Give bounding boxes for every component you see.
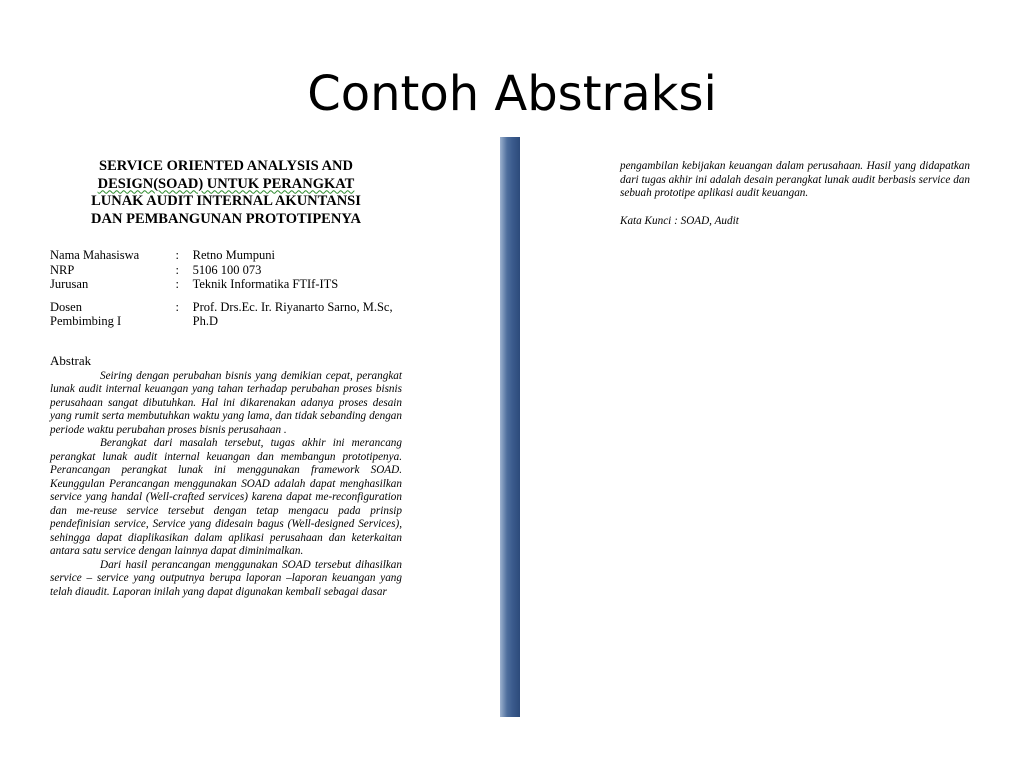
dosen-value: Prof. Drs.Ec. Ir. Riyanarto Sarno, M.Sc, Ph.D	[192, 299, 393, 328]
jurusan-label: Jurusan	[50, 277, 89, 291]
colon: :	[175, 277, 179, 291]
document-title-line: DESIGN(SOAD) UNTUK PERANGKAT	[97, 175, 355, 192]
abstract-paragraph-2: Berangkat dari masalah tersebut, tugas akhir ini merancang perangkat lunak audit internal keuangan dan membangun prototipenya. Perancangan perangkat lunak ini menggunakan framework SOAD. Keunggulan Perancangan menggunakan SOAD adalah dapat menghasilkan service yang handal (Well-crafted services) karena dapat me-reconfiguration dan me-reuse service tersebut dengan tetap mengacu pada prinsip pendefinisian service, Service yang didesain bagus (Well-designed Services), sehingga dapat diaplikasikan dalam aplikasi perusahaan dan keterkaitan antara satu service dengan lainnya dapat diminimalkan.	[50, 437, 402, 557]
colon: :	[175, 262, 179, 277]
document-left-page	[50, 158, 402, 599]
slide-title: Contoh Abstraksi	[307, 66, 717, 122]
document-title-line: SERVICE ORIENTED ANALYSIS AND	[99, 158, 353, 174]
dosen-label: Dosen Pembimbing I	[50, 299, 122, 328]
jurusan-value: Teknik Informatika FTIf-ITS	[192, 277, 339, 291]
student-info-table	[50, 248, 402, 329]
nrp-value: 5106 100 073	[192, 262, 262, 277]
nrp-label: NRP	[50, 262, 75, 277]
page-divider	[500, 137, 520, 717]
abstract-paragraph-3: Dari hasil perancangan menggunakan SOAD tersebut dihasilkan service – service yang outputnya berupa laporan –laporan keuangan yang telah diaudit. Laporan inilah yang dapat digunakan kembali sebagai dasar	[50, 558, 402, 598]
document-title	[50, 158, 402, 228]
name-value: Retno Mumpuni	[192, 248, 275, 262]
name-label: Nama Mahasiswa	[50, 248, 140, 262]
abstract-continuation: pengambilan kebijakan keuangan dalam perusahaan. Hasil yang didapatkan dari tugas akhir ini adalah desain perangkat lunak audit berbasis service dan sebuah prototipe aplikasi audit keuangan.	[620, 160, 970, 199]
keywords: Kata Kunci : SOAD, Audit	[620, 214, 739, 227]
document-right-page	[620, 160, 970, 228]
abstract-paragraph-1: Seiring dengan perubahan bisnis yang demikian cepat, perangkat lunak audit internal keuangan yang tahan terhadap perubahan proses bisnis perusahaan sangat dibutuhkan. Hal ini dikarenakan adanya proses desain yang rumit serta membutuhkan waktu yang lama, dan tidak sebanding dengan periode waktu perubahan proses bisnis perusahaan .	[50, 369, 402, 436]
colon: :	[175, 299, 179, 314]
abstrak-heading: Abstrak	[50, 352, 92, 368]
colon: :	[175, 248, 179, 262]
document-title-line: DAN PEMBANGUNAN PROTOTIPENYA	[91, 210, 361, 227]
document-title-line: LUNAK AUDIT INTERNAL AKUNTANSI	[91, 193, 361, 209]
